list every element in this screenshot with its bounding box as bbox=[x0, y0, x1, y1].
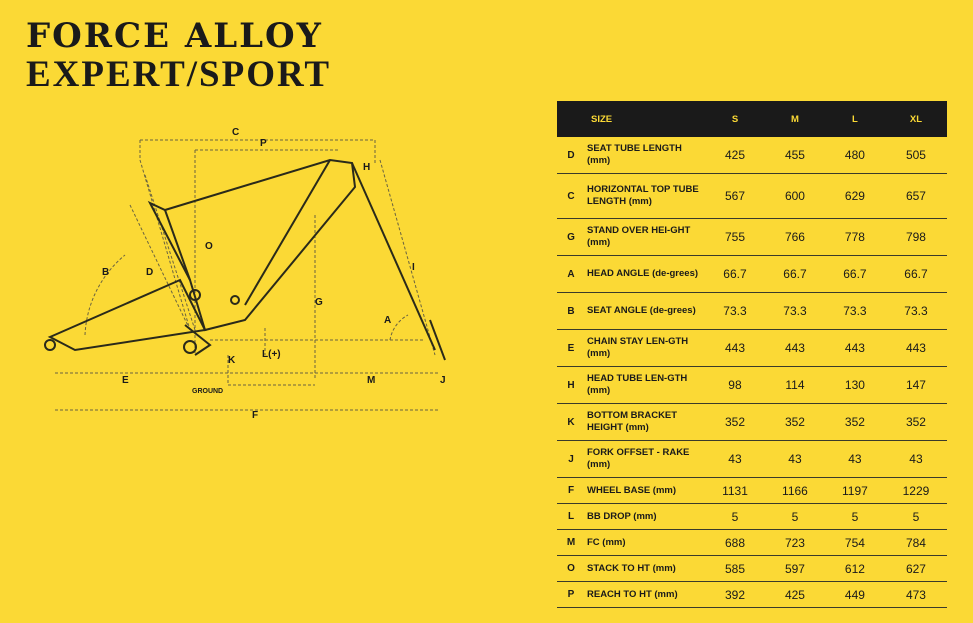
row-code: O bbox=[557, 556, 585, 582]
row-value: 5 bbox=[705, 504, 765, 530]
header-size: SIZE bbox=[557, 101, 705, 137]
row-value: 597 bbox=[765, 556, 825, 582]
row-value: 688 bbox=[705, 530, 765, 556]
row-value: 73.3 bbox=[825, 293, 885, 330]
row-code: E bbox=[557, 330, 585, 367]
row-label: STAND OVER HEI-GHT (mm) bbox=[585, 219, 705, 256]
table-body bbox=[557, 137, 947, 608]
table-row bbox=[557, 219, 947, 256]
table-row bbox=[557, 330, 947, 367]
row-value: 1229 bbox=[885, 478, 947, 504]
label-b: B bbox=[102, 267, 110, 278]
row-label: SEAT TUBE LENGTH (mm) bbox=[585, 137, 705, 174]
row-value: 130 bbox=[825, 367, 885, 404]
row-value: 585 bbox=[705, 556, 765, 582]
row-value: 43 bbox=[825, 441, 885, 478]
ground-label: GROUND bbox=[192, 388, 224, 395]
row-value: 1197 bbox=[825, 478, 885, 504]
row-value: 66.7 bbox=[765, 256, 825, 293]
row-value: 455 bbox=[765, 137, 825, 174]
row-value: 43 bbox=[705, 441, 765, 478]
row-value: 627 bbox=[885, 556, 947, 582]
row-value: 629 bbox=[825, 174, 885, 219]
table-row bbox=[557, 137, 947, 174]
page-subtitle: EXPERT/SPORT bbox=[26, 54, 332, 95]
row-value: 352 bbox=[705, 404, 765, 441]
row-label: BOTTOM BRACKET HEIGHT (mm) bbox=[585, 404, 705, 441]
row-code: K bbox=[557, 404, 585, 441]
row-value: 443 bbox=[825, 330, 885, 367]
row-value: 754 bbox=[825, 530, 885, 556]
row-code: D bbox=[557, 137, 585, 174]
header-size-m: M bbox=[765, 101, 825, 137]
row-value: 392 bbox=[705, 582, 765, 608]
row-value: 1131 bbox=[705, 478, 765, 504]
row-value: 66.7 bbox=[705, 256, 765, 293]
label-f: F bbox=[252, 410, 259, 421]
row-code: B bbox=[557, 293, 585, 330]
row-value: 147 bbox=[885, 367, 947, 404]
table-row bbox=[557, 530, 947, 556]
row-value: 1166 bbox=[765, 478, 825, 504]
row-value: 73.3 bbox=[885, 293, 947, 330]
row-value: 755 bbox=[705, 219, 765, 256]
row-label: STACK TO HT (mm) bbox=[585, 556, 705, 582]
row-code: M bbox=[557, 530, 585, 556]
row-code: L bbox=[557, 504, 585, 530]
row-value: 784 bbox=[885, 530, 947, 556]
row-label: REACH TO HT (mm) bbox=[585, 582, 705, 608]
row-value: 766 bbox=[765, 219, 825, 256]
row-value: 5 bbox=[885, 504, 947, 530]
label-g: G bbox=[315, 297, 323, 308]
row-value: 5 bbox=[825, 504, 885, 530]
frame-geometry-diagram bbox=[30, 115, 460, 430]
label-i: I bbox=[412, 262, 415, 273]
header-size-s: S bbox=[705, 101, 765, 137]
table-row bbox=[557, 367, 947, 404]
table-row bbox=[557, 174, 947, 219]
row-label: HEAD ANGLE (de-grees) bbox=[585, 256, 705, 293]
page-title: FORCE ALLOY bbox=[26, 16, 323, 56]
row-value: 778 bbox=[825, 219, 885, 256]
row-value: 114 bbox=[765, 367, 825, 404]
row-code: H bbox=[557, 367, 585, 404]
row-value: 600 bbox=[765, 174, 825, 219]
row-value: 473 bbox=[885, 582, 947, 608]
row-value: 480 bbox=[825, 137, 885, 174]
row-code: F bbox=[557, 478, 585, 504]
table-header-row bbox=[557, 101, 947, 137]
row-code: C bbox=[557, 174, 585, 219]
row-value: 352 bbox=[765, 404, 825, 441]
table-row bbox=[557, 293, 947, 330]
row-label: SEAT ANGLE (de-grees) bbox=[585, 293, 705, 330]
label-k: K bbox=[228, 355, 236, 366]
row-value: 443 bbox=[705, 330, 765, 367]
row-label: HEAD TUBE LEN-GTH (mm) bbox=[585, 367, 705, 404]
label-p: P bbox=[260, 138, 267, 149]
table-row bbox=[557, 478, 947, 504]
row-label: FORK OFFSET - RAKE (mm) bbox=[585, 441, 705, 478]
row-value: 425 bbox=[765, 582, 825, 608]
label-c: C bbox=[232, 127, 240, 138]
row-value: 66.7 bbox=[885, 256, 947, 293]
row-value: 352 bbox=[885, 404, 947, 441]
row-value: 723 bbox=[765, 530, 825, 556]
label-m: M bbox=[367, 375, 376, 386]
row-value: 443 bbox=[765, 330, 825, 367]
row-code: G bbox=[557, 219, 585, 256]
header-size-l: L bbox=[825, 101, 885, 137]
row-value: 657 bbox=[885, 174, 947, 219]
row-value: 66.7 bbox=[825, 256, 885, 293]
label-l: L(+) bbox=[262, 349, 281, 360]
header-size-xl: XL bbox=[885, 101, 947, 137]
table-row bbox=[557, 441, 947, 478]
table-row bbox=[557, 504, 947, 530]
row-value: 612 bbox=[825, 556, 885, 582]
row-label: CHAIN STAY LEN-GTH (mm) bbox=[585, 330, 705, 367]
row-value: 43 bbox=[765, 441, 825, 478]
row-label: HORIZONTAL TOP TUBE LENGTH (mm) bbox=[585, 174, 705, 219]
table-row bbox=[557, 404, 947, 441]
row-value: 98 bbox=[705, 367, 765, 404]
label-j: J bbox=[440, 375, 446, 386]
row-label: BB DROP (mm) bbox=[585, 504, 705, 530]
row-value: 73.3 bbox=[765, 293, 825, 330]
row-value: 425 bbox=[705, 137, 765, 174]
label-d: D bbox=[146, 267, 154, 278]
row-value: 798 bbox=[885, 219, 947, 256]
table-row bbox=[557, 582, 947, 608]
geometry-table bbox=[557, 101, 947, 608]
label-e: E bbox=[122, 375, 129, 386]
label-h: H bbox=[363, 162, 371, 173]
row-value: 567 bbox=[705, 174, 765, 219]
row-value: 43 bbox=[885, 441, 947, 478]
table-row bbox=[557, 256, 947, 293]
row-value: 505 bbox=[885, 137, 947, 174]
label-a: A bbox=[384, 315, 392, 326]
row-code: J bbox=[557, 441, 585, 478]
row-code: P bbox=[557, 582, 585, 608]
row-code: A bbox=[557, 256, 585, 293]
row-value: 352 bbox=[825, 404, 885, 441]
table-row bbox=[557, 556, 947, 582]
row-value: 73.3 bbox=[705, 293, 765, 330]
row-label: FC (mm) bbox=[585, 530, 705, 556]
row-label: WHEEL BASE (mm) bbox=[585, 478, 705, 504]
label-o: O bbox=[205, 241, 213, 252]
row-value: 449 bbox=[825, 582, 885, 608]
row-value: 443 bbox=[885, 330, 947, 367]
row-value: 5 bbox=[765, 504, 825, 530]
